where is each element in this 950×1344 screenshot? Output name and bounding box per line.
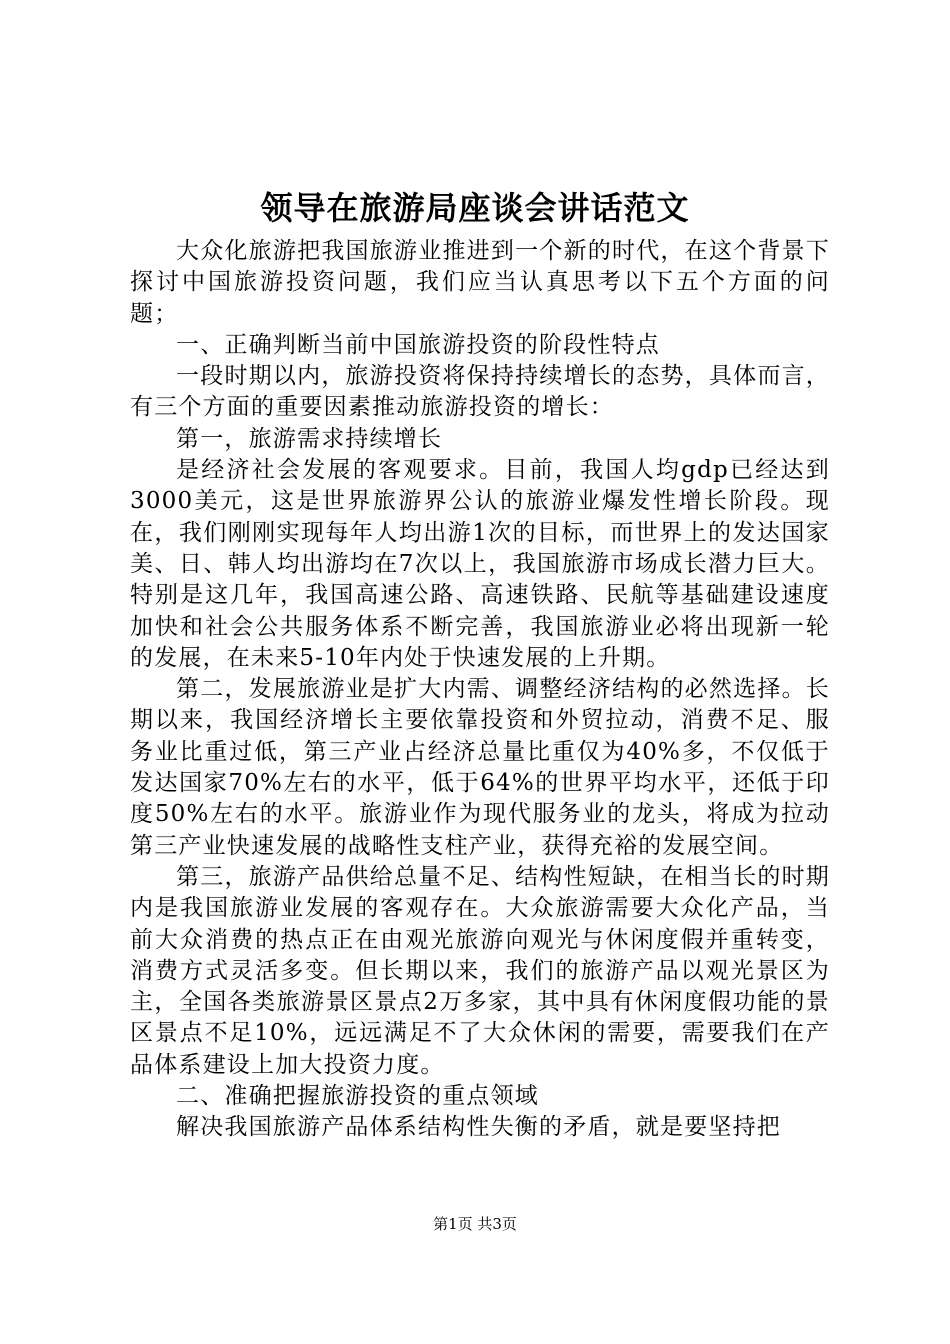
sub-heading: 第一，旅游需求持续增长 [176,425,443,452]
page-footer: 第1页 共3页 [433,1215,517,1233]
section-heading: 二、准确把握旅游投资的重点领域 [176,1083,539,1110]
paragraph: 第三，旅游产品供给总量不足、结构性短缺，在相当长的时期内是我国旅游业发展的客观存在。大众旅游需要大众化产品，当前大众消费的热点正在由观光旅游向观光与休闲度假并重转变，消费方式灵活多变。但长期以来，我们的旅游产品以观光景区为主，全国各类旅游景区景点2万多家，其中具有休闲度假功能的景区景点不足10%，远远满足不了大众休闲的需要，需要我们在产品体系建设上加大投资力度。 [130,863,830,1078]
paragraph: 是经济社会发展的客观要求。目前，我国人均gdp已经达到3000美元，这是世界旅游界公认的旅游业爆发性增长阶段。现在，我们刚刚实现每年人均出游1次的目标，而世界上的发达国家美、日、韩人均出游均在7次以上，我国旅游市场成长潜力巨大。特别是这几年，我国高速公路、高速铁路、民航等基础建设速度加快和社会公共服务体系不断完善，我国旅游业必将出现新一轮的发展，在未来5-10年内处于快速发展的上升期。 [130,457,830,671]
section-heading: 一、正确判断当前中国旅游投资的阶段性特点 [176,331,660,358]
paragraph: 一段时期以内，旅游投资将保持持续增长的态势，具体而言，有三个方面的重要因素推动旅游投资的增长： [130,363,830,421]
document-body [130,236,830,1144]
document-title: 领导在旅游局座谈会讲话范文 [260,189,690,227]
paragraph: 第二，发展旅游业是扩大内需、调整经济结构的必然选择。长期以来，我国经济增长主要依靠投资和外贸拉动，消费不足、服务业比重过低，第三产业占经济总量比重仅为40%多，不仅低于发达国家70%左右的水平，低于64%的世界平均水平，还低于印度50%左右的水平。旅游业作为现代服务业的龙头，将成为拉动第三产业快速发展的战略性支柱产业，获得充裕的发展空间。 [130,676,830,859]
paragraph: 大众化旅游把我国旅游业推进到一个新的时代，在这个背景下探讨中国旅游投资问题，我们应当认真思考以下五个方面的问题； [130,238,830,327]
paragraph: 解决我国旅游产品体系结构性失衡的矛盾，就是要坚持把 [176,1114,781,1141]
